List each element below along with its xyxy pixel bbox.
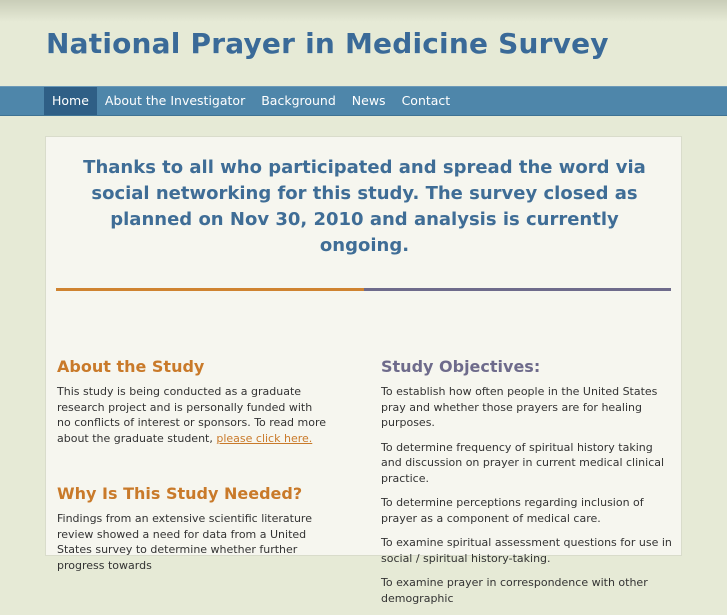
- why-needed-heading: Why Is This Study Needed?: [57, 484, 303, 503]
- nav-item-news[interactable]: News: [351, 93, 386, 108]
- nav-item-contact[interactable]: Contact: [401, 93, 451, 108]
- nav-item-about-investigator[interactable]: About the Investigator: [104, 93, 246, 108]
- objective-item: To determine frequency of spiritual history taking and discussion on prayer in current medical clinical practice.: [381, 440, 665, 485]
- about-study-text: [57, 384, 327, 446]
- objective-item: To establish how often people in the United States pray and whether those prayers are for healing purposes.: [381, 385, 658, 429]
- read-more-link[interactable]: please click here.: [216, 431, 313, 445]
- site-title: National Prayer in Medicine Survey: [46, 27, 609, 60]
- divider-orange: [56, 288, 364, 291]
- nav-item-home[interactable]: Home: [44, 87, 97, 115]
- main-navigation: [0, 86, 727, 116]
- right-column: [381, 357, 673, 615]
- announcement-text: Thanks to all who participated and spread the word via social networking for this study. The survey closed as planned on Nov 30, 2010 and analysis is currently ongoing.: [83, 157, 646, 256]
- content-panel: [45, 136, 682, 605]
- left-column: [57, 357, 327, 611]
- about-study-body: This study is being conducted as a graduate research project and is personally funded with no conflicts of interest or sponsors. To read more about the graduate student,: [57, 385, 327, 445]
- divider-purple: [364, 288, 671, 291]
- nav-item-background[interactable]: Background: [261, 93, 336, 108]
- about-study-heading: About the Study: [57, 357, 205, 376]
- why-needed-text: Findings from an extensive scientific literature review showed a need for data from a United States survey to determine whether further progress towards: [57, 512, 312, 572]
- objectives-heading: Study Objectives:: [381, 357, 541, 376]
- objective-item: To examine prayer in correspondence with other demographic: [381, 576, 648, 605]
- objective-item: To examine spiritual assessment questions for use in social / spiritual history-taking.: [381, 536, 672, 565]
- nav-list: [44, 87, 458, 117]
- objective-item: To determine perceptions regarding inclusion of prayer as a component of medical care.: [381, 496, 644, 525]
